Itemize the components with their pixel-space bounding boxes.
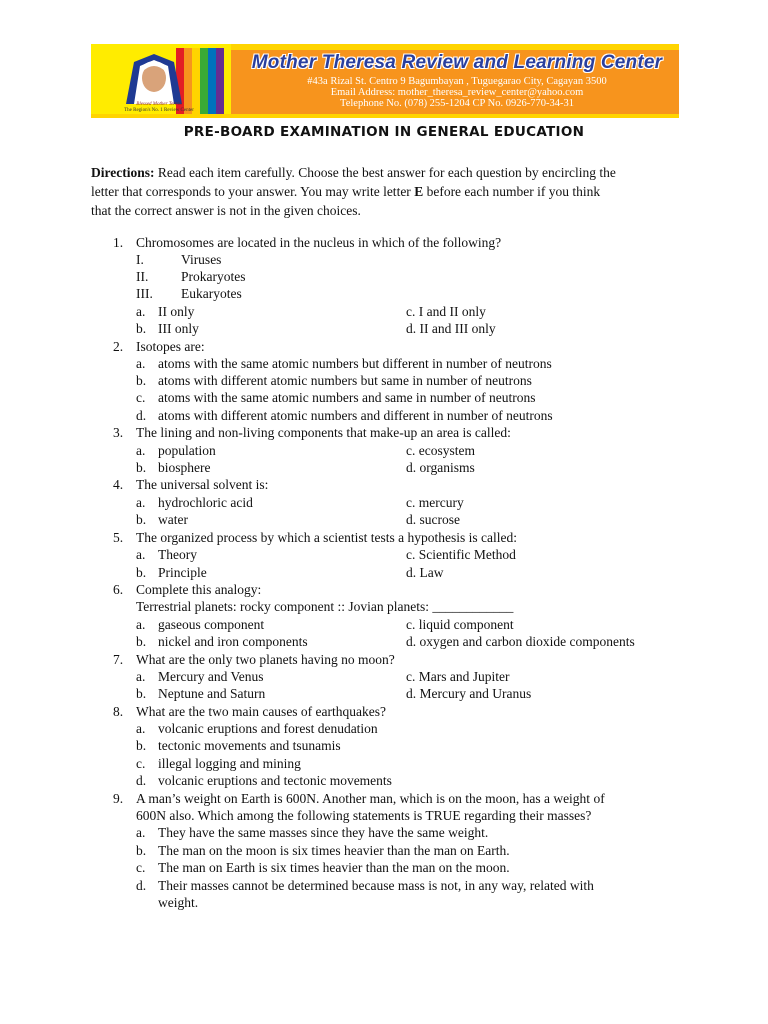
choice-d: d. organisms: [406, 460, 475, 475]
choice-d: d. Law: [406, 565, 444, 580]
choice-b: tectonic movements and tsunamis: [158, 738, 341, 753]
choice-d: atoms with different atomic numbers and different in number of neutrons: [158, 408, 553, 423]
choice-letter: a.: [136, 304, 146, 319]
choice-letter: a.: [136, 617, 146, 632]
roman-item: Prokaryotes: [181, 269, 246, 284]
directions-letter: E: [414, 184, 424, 199]
question-stem: A man’s weight on Earth is 600N. Another man, which is on the moon, has a weight of: [136, 791, 605, 806]
directions: [91, 163, 681, 220]
choice-c: c. ecosystem: [406, 443, 475, 458]
question-number: 4.: [113, 477, 124, 492]
choice-letter: a.: [136, 669, 146, 684]
choice-b: Neptune and Saturn: [158, 686, 266, 701]
choice-d: d. oxygen and carbon dioxide components: [406, 634, 635, 649]
choice-letter: a.: [136, 721, 146, 736]
directions-label: Directions:: [91, 165, 155, 180]
header-banner: [91, 44, 679, 118]
choice-a: population: [158, 443, 216, 458]
choice-letter: b.: [136, 373, 147, 388]
question-stem: The universal solvent is:: [136, 477, 269, 492]
choice-a: They have the same masses since they have the same weight.: [158, 825, 489, 840]
roman-numeral: II.: [136, 269, 149, 284]
question-stem: Complete this analogy:: [136, 582, 262, 597]
roman-numeral: III.: [136, 286, 153, 301]
choice-d: volcanic eruptions and tectonic movements: [158, 773, 392, 788]
directions-text: that the correct answer is not in the given choices.: [91, 203, 361, 218]
choice-d: Their masses cannot be determined because mass is not, in any way, related with: [158, 878, 594, 893]
choice-b: atoms with different atomic numbers but same in number of neutrons: [158, 373, 532, 388]
choice-c: c. Mars and Jupiter: [406, 669, 510, 684]
choice-d: d. II and III only: [406, 321, 496, 336]
choice-letter: d.: [136, 878, 147, 893]
choice-letter: d.: [136, 408, 147, 423]
choice-letter: b.: [136, 686, 147, 701]
center-telephone: Telephone No. (078) 255-1204 CP No. 0926-770-34-31: [340, 98, 574, 109]
question-number: 2.: [113, 339, 124, 354]
banner-stripe-bottom: [91, 114, 679, 118]
choice-a: Theory: [158, 547, 197, 562]
directions-text: before each number if you think: [423, 184, 601, 199]
choice-b: Principle: [158, 565, 207, 580]
choice-c: The man on Earth is six times heavier than the man on the moon.: [158, 860, 510, 875]
question-stem: What are the two main causes of earthquakes?: [136, 704, 387, 719]
choice-letter: b.: [136, 321, 147, 336]
choice-letter: b.: [136, 843, 147, 858]
question-stem: The lining and non-living components that make-up an area is called:: [136, 425, 511, 440]
choice-a: II only: [158, 304, 195, 319]
question-number: 7.: [113, 652, 124, 667]
directions-text: Read each item carefully. Choose the best answer for each question by encircling the: [154, 165, 616, 180]
choice-d: d. Mercury and Uranus: [406, 686, 532, 701]
choice-c: c. liquid component: [406, 617, 514, 632]
choice-b: water: [158, 512, 188, 527]
question-number: 6.: [113, 582, 124, 597]
choice-letter: d.: [136, 773, 147, 788]
portrait-icon: [116, 52, 186, 104]
roman-item: Eukaryotes: [181, 286, 242, 301]
choice-b: III only: [158, 321, 199, 336]
logo-caption: Blessed Mother Teresa The Region's No. 1 Review Center: [124, 102, 194, 113]
choice-letter: b.: [136, 738, 147, 753]
choice-b: The man on the moon is six times heavier than the man on Earth.: [158, 843, 510, 858]
center-email: Email Address: mother_theresa_review_center@yahoo.com: [330, 87, 584, 98]
directions-text: letter that corresponds to your answer. You may write letter: [91, 184, 415, 199]
choice-a: atoms with the same atomic numbers but different in number of neutrons: [158, 356, 552, 371]
choice-letter: a.: [136, 356, 146, 371]
choice-letter: b.: [136, 460, 147, 475]
center-logo: [91, 44, 231, 118]
choice-c: illegal logging and mining: [158, 756, 301, 771]
question-number: 5.: [113, 530, 124, 545]
question-stem-line-2: 600N also. Which among the following statements is TRUE regarding their masses?: [136, 808, 592, 823]
question-stem: What are the only two planets having no moon?: [136, 652, 395, 667]
question-stem: The organized process by which a scientist tests a hypothesis is called:: [136, 530, 518, 545]
choice-letter: b.: [136, 634, 147, 649]
exam-title: PRE-BOARD EXAMINATION IN GENERAL EDUCATION: [183, 124, 585, 140]
choice-letter: c.: [136, 860, 146, 875]
choice-c: atoms with the same atomic numbers and same in number of neutrons: [158, 390, 536, 405]
question-stem-line-2: Terrestrial planets: rocky component :: Jovian planets: ____________: [136, 599, 514, 614]
choice-letter: a.: [136, 443, 146, 458]
choice-b: biosphere: [158, 460, 211, 475]
choice-letter: a.: [136, 547, 146, 562]
roman-numeral: I.: [136, 252, 144, 267]
center-address: #43a Rizal St. Centro 9 Bagumbayan , Tuguegarao City, Cagayan 3500: [307, 76, 607, 87]
question-number: 8.: [113, 704, 124, 719]
choice-letter: a.: [136, 825, 146, 840]
choice-letter: c.: [136, 390, 146, 405]
roman-item: Viruses: [181, 252, 222, 267]
choice-a: gaseous component: [158, 617, 265, 632]
question-number: 9.: [113, 791, 124, 806]
question-stem: Isotopes are:: [136, 339, 205, 354]
choice-a: Mercury and Venus: [158, 669, 264, 684]
question-number: 3.: [113, 425, 124, 440]
choice-d: d. sucrose: [406, 512, 460, 527]
question-stem: Chromosomes are located in the nucleus in which of the following?: [136, 235, 502, 250]
center-name: Mother Theresa Review and Learning Center: [251, 52, 663, 73]
choice-a: volcanic eruptions and forest denudation: [158, 721, 378, 736]
choice-a: hydrochloric acid: [158, 495, 253, 510]
choice-c: c. I and II only: [406, 304, 486, 319]
choice-letter: a.: [136, 495, 146, 510]
choice-c: c. Scientific Method: [406, 547, 516, 562]
choice-letter: c.: [136, 756, 146, 771]
choice-d-continued: weight.: [158, 895, 199, 910]
choice-b: nickel and iron components: [158, 634, 308, 649]
choice-c: c. mercury: [406, 495, 464, 510]
choice-letter: b.: [136, 565, 147, 580]
question-number: 1.: [113, 235, 124, 250]
choice-letter: b.: [136, 512, 147, 527]
